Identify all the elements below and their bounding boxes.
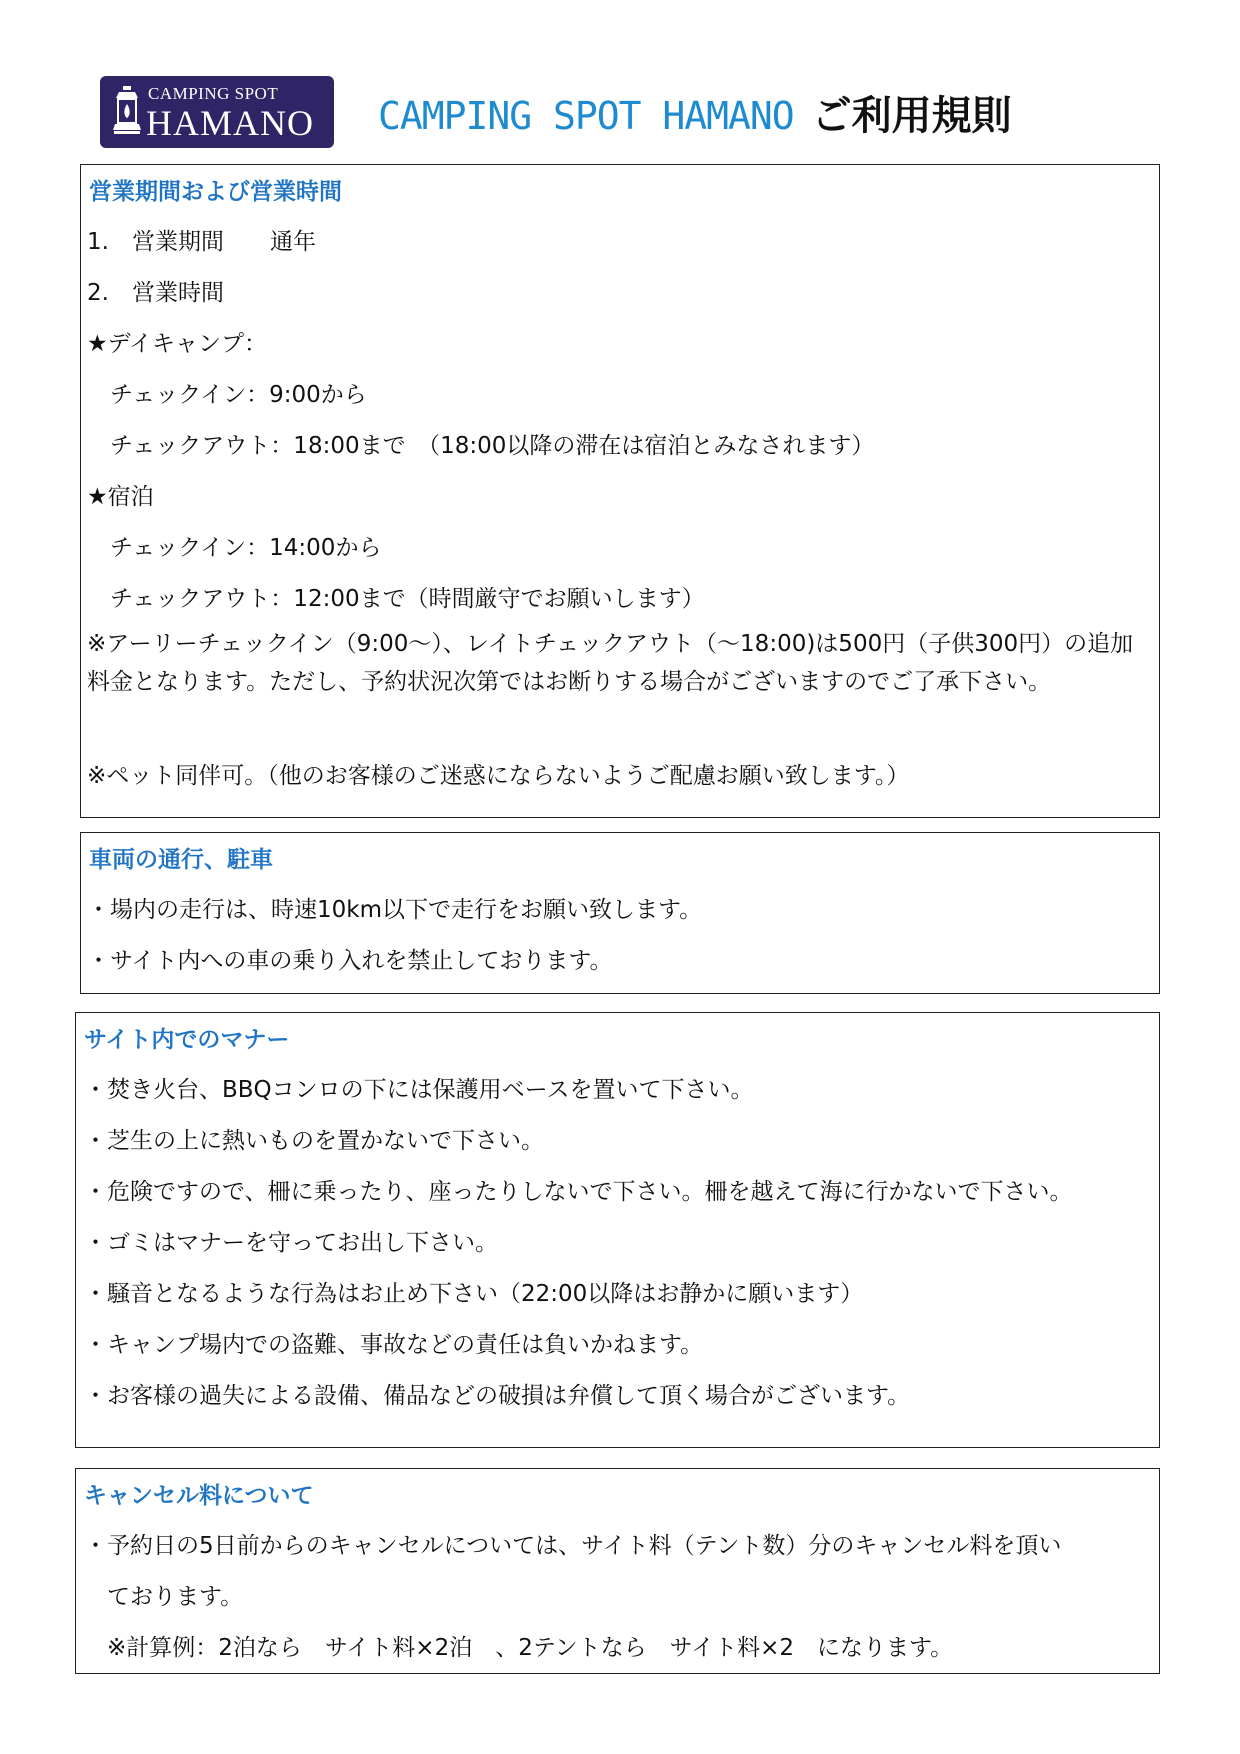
manner-rule: ・騒音となるような行為はお止め下さい（22:00以降はお静かに願います）	[84, 1281, 864, 1307]
section-title-cancellation: キャンセル料について	[84, 1483, 314, 1509]
no-car-line: ・サイト内への車の乗り入れを禁止しております。	[87, 948, 613, 974]
day-camp-checkin: チェックイン：9:00から	[87, 382, 367, 408]
manner-rule: ・お客様の過失による設備、備品などの破損は弁償して頂く場合がございます。	[84, 1383, 911, 1409]
cancellation-rule: ・予約日の5日前からのキャンセルについては、サイト料（テント数）分のキャンセル料を頂い	[84, 1533, 1062, 1559]
page-title-en: CAMPING SPOT HAMANO	[378, 94, 794, 138]
section-title-manners: サイト内でのマナー	[84, 1027, 290, 1053]
extra-fee-note: ※アーリーチェックイン（9:00～）、レイトチェックアウト（～18:00)は500円（子供300円）の追加料金となります。ただし、予約状況次第ではお断りする場合がございますのでご了承下さい。	[87, 631, 1134, 695]
section-title-business-hours: 営業期間および営業時間	[89, 179, 342, 205]
speed-limit-line: ・場内の走行は、時速10km以下で走行をお願い致します。	[87, 897, 703, 923]
business-hours-line: 2. 営業時間	[87, 280, 224, 306]
logo-text-hamano: HAMANO	[146, 103, 314, 143]
overnight-heading: ★宿泊	[87, 484, 154, 510]
manner-rule: ・キャンプ場内での盗難、事故などの責任は負いかねます。	[84, 1332, 704, 1358]
manner-rule: ・危険ですので、柵に乗ったり、座ったりしないで下さい。柵を越えて海に行かないで下さい。	[84, 1179, 1073, 1205]
section-cancellation	[75, 1468, 1160, 1674]
page-header	[100, 76, 1160, 150]
section-manners	[75, 1012, 1160, 1448]
section-title-vehicles: 車両の通行、駐車	[89, 847, 273, 873]
hamano-logo	[100, 76, 334, 148]
overnight-checkout: チェックアウト：12:00まで（時間厳守でお願いします）	[87, 586, 705, 612]
overnight-checkin: チェックイン：14:00から	[87, 535, 382, 561]
business-period-line: 1. 営業期間 通年	[87, 229, 316, 255]
manner-rule: ・焚き火台、BBQコンロの下には保護用ベースを置いて下さい。	[84, 1077, 754, 1103]
manner-rule: ・芝生の上に熱いものを置かないで下さい。	[84, 1128, 544, 1154]
lantern-icon	[112, 86, 142, 138]
section-vehicles	[80, 832, 1160, 994]
logo-text-camping-spot: CAMPING SPOT	[148, 84, 279, 103]
section-business-hours	[80, 164, 1160, 818]
cancellation-rule-cont: ております。	[84, 1584, 244, 1610]
manner-rule: ・ゴミはマナーを守ってお出し下さい。	[84, 1230, 498, 1256]
day-camp-checkout: チェックアウト：18:00まで （18:00以降の滞在は宿泊とみなされます）	[87, 433, 875, 459]
page-title-jp: ご利用規則	[811, 93, 1012, 139]
page-title	[378, 84, 1012, 141]
day-camp-heading: ★デイキャンプ：	[87, 331, 268, 357]
pet-note: ※ペット同伴可。（他のお客様のご迷惑にならないようご配慮お願い致します。）	[87, 763, 910, 789]
cancellation-example: ※計算例：2泊なら サイト料×2泊 、2テントなら サイト料×2 になります。	[84, 1635, 954, 1661]
